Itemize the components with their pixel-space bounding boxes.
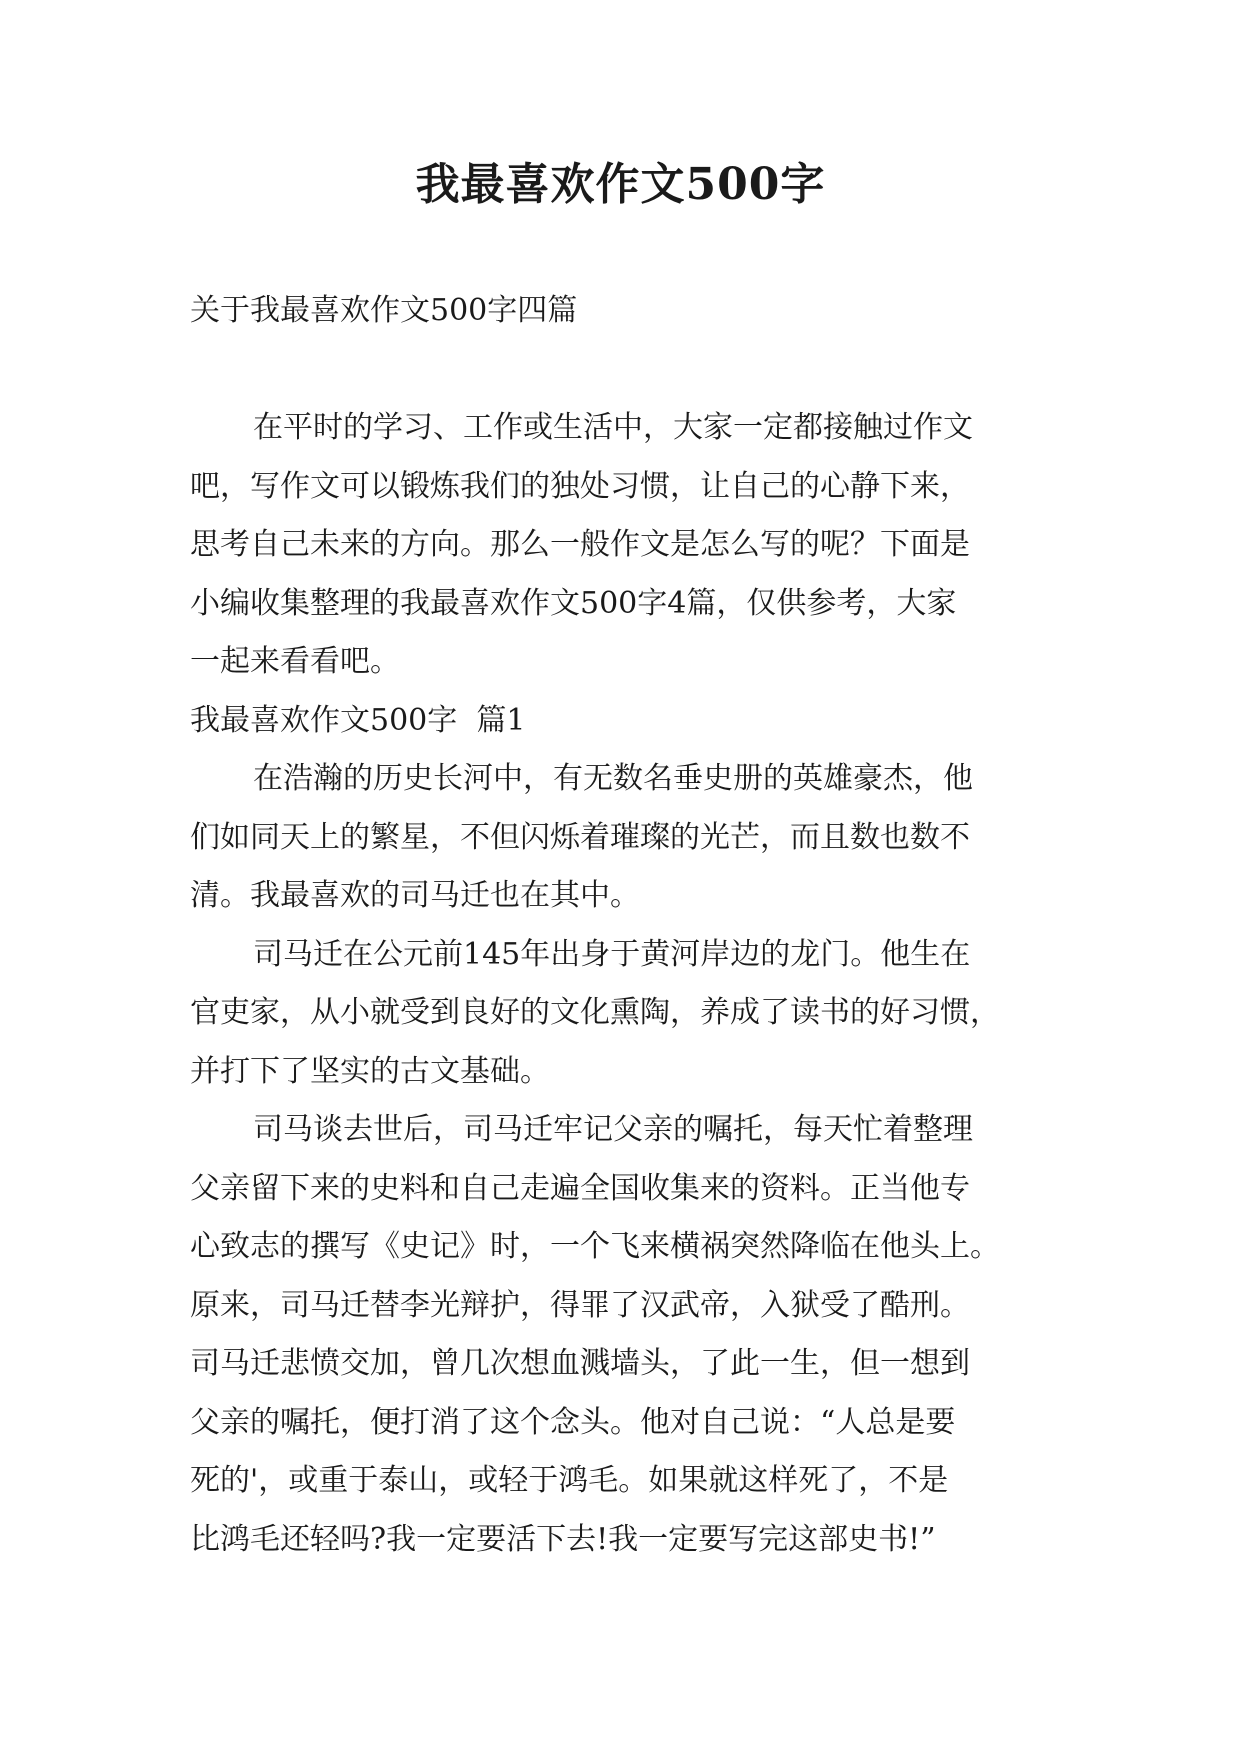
intro-line: 小编收集整理的我最喜欢作文500字4篇，仅供参考，大家 — [190, 585, 957, 621]
paragraph-line: 在浩瀚的历史长河中，有无数名垂史册的英雄豪杰，他 — [253, 761, 973, 796]
paragraph-line: 司马迁在公元前145年出身于黄河岸边的龙门。他生在 — [253, 936, 971, 972]
paragraph-line: 官吏家，从小就受到良好的文化熏陶，养成了读书的好习惯， — [190, 995, 1000, 1030]
body-paragraph — [190, 926, 1056, 1102]
paragraph-line: 父亲留下来的史料和自己走遍全国收集来的资料。正当他专 — [190, 1170, 970, 1206]
body-paragraph — [190, 1101, 1056, 1569]
paragraph-spacer — [190, 341, 1056, 400]
intro-line: 在平时的学习、工作或生活中，大家一定都接触过作文 — [253, 410, 973, 445]
paragraph-line: 比鸿毛还轻吗?我一定要活下去!我一定要写完这部史书!” — [190, 1521, 936, 1557]
intro-line: 思考自己未来的方向。那么一般作文是怎么写的呢？下面是 — [190, 527, 970, 562]
body-paragraph — [190, 750, 1056, 926]
paragraph-line: 死的'，或重于泰山，或轻于鸿毛。如果就这样死了，不是 — [190, 1463, 949, 1498]
paragraph-line: 司马迁悲愤交加，曾几次想血溅墙头，了此一生，但一想到 — [190, 1346, 970, 1381]
paragraph-line: 并打下了坚实的古文基础。 — [190, 1053, 550, 1089]
paragraph-line: 父亲的嘱托，便打消了这个念头。他对自己说：“人总是要 — [190, 1404, 956, 1440]
paragraph-line: 原来，司马迁替李光辩护，得罪了汉武帝，入狱受了酷刑。 — [190, 1287, 970, 1323]
paragraph-line: 司马谈去世后，司马迁牢记父亲的嘱托，每天忙着整理 — [253, 1112, 973, 1147]
intro-line: 吧，写作文可以锻炼我们的独处习惯，让自己的心静下来， — [190, 468, 970, 504]
paragraph-line: 们如同天上的繁星，不但闪烁着璀璨的光芒，而且数也数不 — [190, 819, 970, 855]
intro-line: 一起来看看吧。 — [190, 644, 400, 679]
section-heading: 我最喜欢作文500字 篇1 — [190, 702, 526, 738]
document-title: 我最喜欢作文500字 — [415, 159, 826, 210]
document-body — [190, 282, 1056, 1569]
paragraph-line: 清。我最喜欢的司马迁也在其中。 — [190, 878, 640, 913]
document-subtitle: 关于我最喜欢作文500字四篇 — [190, 293, 578, 328]
paragraph-line: 心致志的撰写《史记》时，一个飞来横祸突然降临在他头上。 — [190, 1229, 1000, 1264]
intro-paragraph — [190, 399, 1056, 692]
